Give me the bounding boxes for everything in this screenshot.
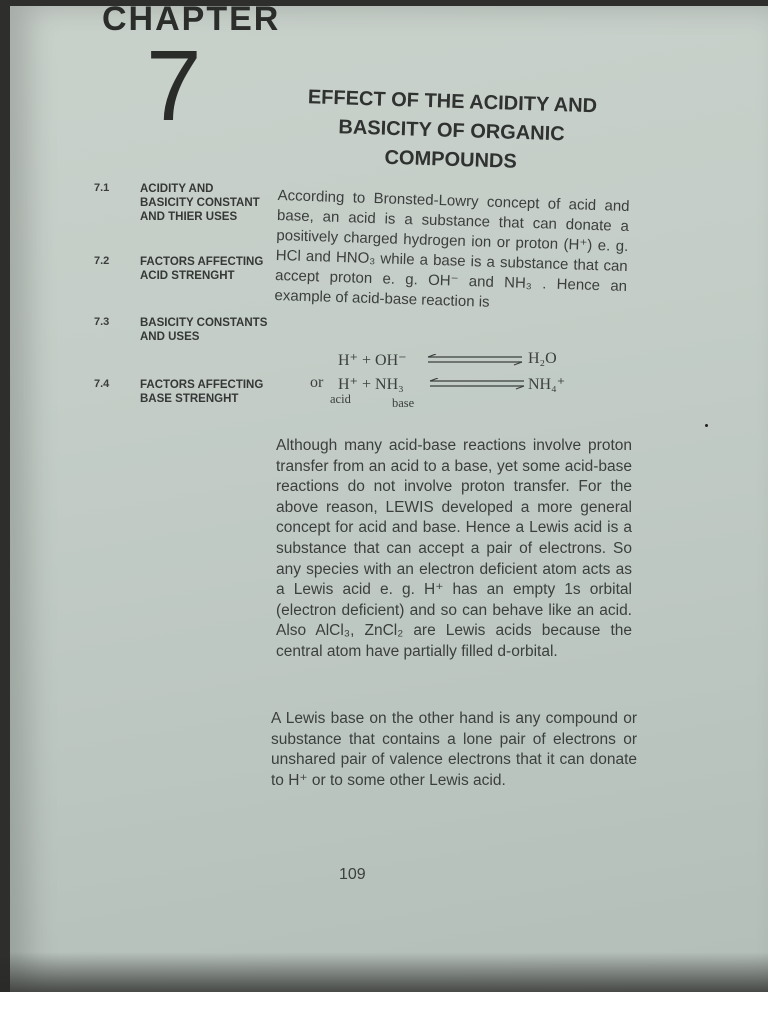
chapter-number: 7 xyxy=(146,30,202,142)
chapter-label: CHAPTER xyxy=(102,0,281,38)
title-line-3: COMPOUNDS xyxy=(384,146,518,173)
equilibrium-arrow-icon xyxy=(428,378,528,390)
equation-ammonium xyxy=(310,374,580,412)
equilibrium-arrow-icon xyxy=(426,354,526,366)
eq2-left: H⁺ + NH₃ xyxy=(338,376,404,393)
paragraph-bronsted-lowry: According to Bronsted-Lowry concept of acid and base, an acid is a substance that can donate a positively charged hydrogen ion or proton (H⁺) e. g. HCl and HNO₃ while a base is a substance that can accept proton e. g. OH⁻ and NH₃ . Hence an example of acid-base reaction is xyxy=(274,186,630,311)
section-number: 7.1 xyxy=(94,182,110,194)
page-number: 109 xyxy=(339,866,366,883)
chapter-title xyxy=(265,82,638,181)
acid-label: acid xyxy=(330,392,351,406)
eq2-right: NH₄⁺ xyxy=(528,376,566,393)
bottom-shadow xyxy=(0,952,768,992)
section-number: 7.3 xyxy=(94,316,110,328)
section-number: 7.2 xyxy=(94,255,110,267)
eq2-prefix: or xyxy=(310,374,324,391)
section-number: 7.4 xyxy=(94,378,110,390)
book-page xyxy=(10,0,768,992)
section-title: FACTORS AFFECTING ACID STRENGHT xyxy=(140,256,264,282)
title-line-1: EFFECT OF THE ACIDITY AND xyxy=(307,86,598,118)
paragraph-lewis-acid: Although many acid-base reactions involve proton transfer from an acid to a base, yet some acid-base reactions do not involve proton transfer. For the above reason, LEWIS developed a more general concept for acid and base. Hence a Lewis acid is a substance that can accept a pair of electrons. So any species with an electron deficient atom acts as a Lewis acid e. g. H⁺ has an empty 1s orbital (electron deficient) and so can behave like an acid. Also AlCl₃, ZnCl₂ are Lewis acids because the central atom have partially filled d-orbital. xyxy=(276,437,632,660)
section-title: BASICITY CONSTANTS AND USES xyxy=(140,317,268,343)
section-title: ACIDITY AND BASICITY CONSTANT AND THIER USES xyxy=(140,183,260,223)
section-title: FACTORS AFFECTING BASE STRENGHT xyxy=(140,379,264,405)
speck xyxy=(705,424,708,427)
eq1-left: H⁺ + OH⁻ xyxy=(338,352,407,369)
equation-water xyxy=(338,350,578,372)
title-line-2: BASICITY OF ORGANIC xyxy=(338,116,566,146)
base-label: base xyxy=(392,396,415,410)
eq1-right: H₂O xyxy=(528,350,557,367)
paragraph-lewis-base: A Lewis base on the other hand is any compound or substance that contains a lone pair of electrons or unshared pair of valence electrons that it can donate to H⁺ or to some other Lewis acid. xyxy=(271,710,637,789)
